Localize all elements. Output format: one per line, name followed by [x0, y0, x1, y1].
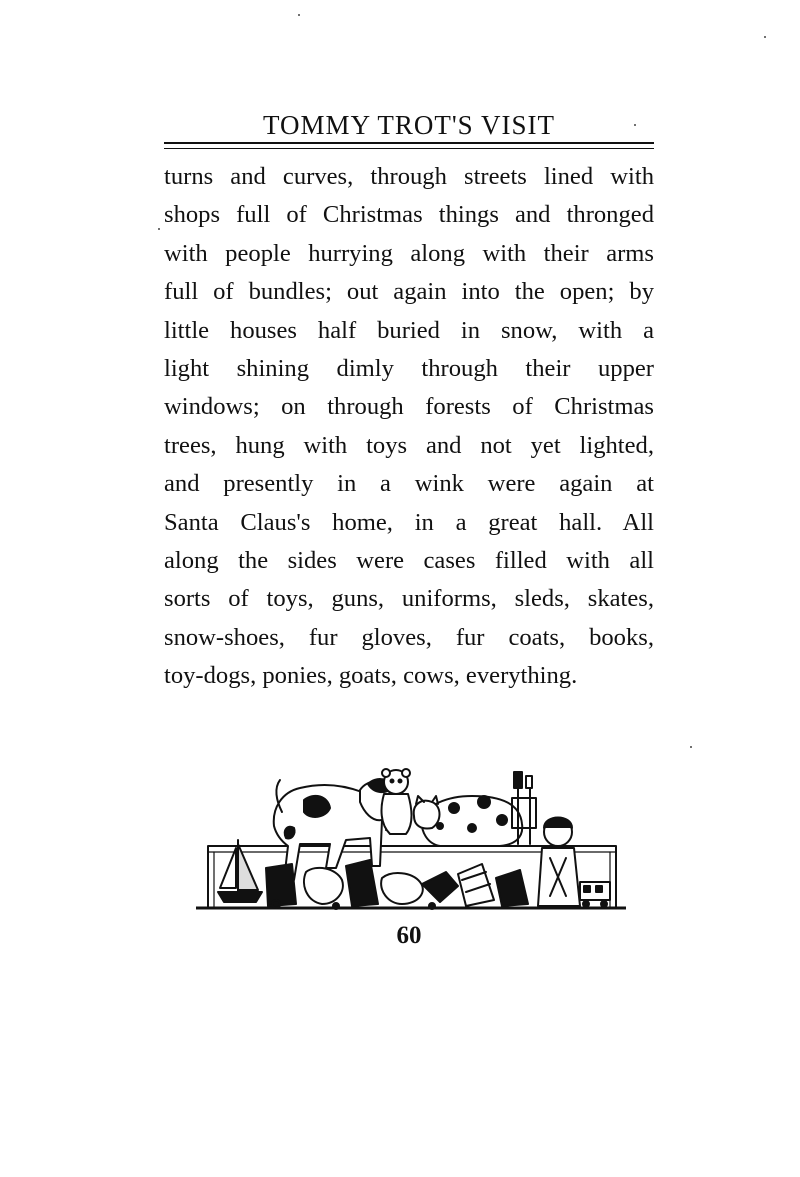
- text-line: light shining dimly through their upper: [164, 354, 654, 382]
- text-line: with people hurrying along with their arms: [164, 239, 654, 267]
- text-line: toy-dogs, ponies, goats, cows, everything.: [164, 662, 578, 690]
- text-line: full of bundles; out again into the open; by: [164, 278, 654, 306]
- text-line: turns and curves, through streets lined with: [164, 163, 654, 190]
- text-line: Santa Claus's home, in a great hall. All: [164, 508, 654, 536]
- header-rule-thin: [164, 148, 654, 149]
- text-line: and presently in a wink were again at: [164, 470, 654, 498]
- header-rule-thick: [164, 142, 654, 144]
- text-line: trees, hung with toys and not yet lighted,: [164, 431, 654, 459]
- text-line: sorts of toys, guns, uniforms, sleds, skates,: [164, 585, 654, 613]
- running-title: TOMMY TROT'S VISIT: [263, 110, 555, 140]
- page-number: 60: [396, 922, 422, 949]
- text-line: little houses half buried in snow, with a: [164, 316, 654, 344]
- toy-shelf-vignette-icon: [196, 768, 626, 916]
- text-line: windows; on through forests of Christmas: [164, 393, 654, 421]
- text-line: shops full of Christmas things and thronged: [164, 201, 654, 229]
- text-line: along the sides were cases filled with all: [164, 546, 654, 574]
- scan-speck: [764, 36, 766, 38]
- scan-speck: [158, 228, 160, 230]
- scan-speck: [690, 746, 692, 748]
- text-line: snow-shoes, fur gloves, fur coats, books,: [164, 623, 654, 651]
- scan-speck: [298, 14, 300, 16]
- body-text: [164, 158, 654, 695]
- scan-speck: [634, 124, 636, 126]
